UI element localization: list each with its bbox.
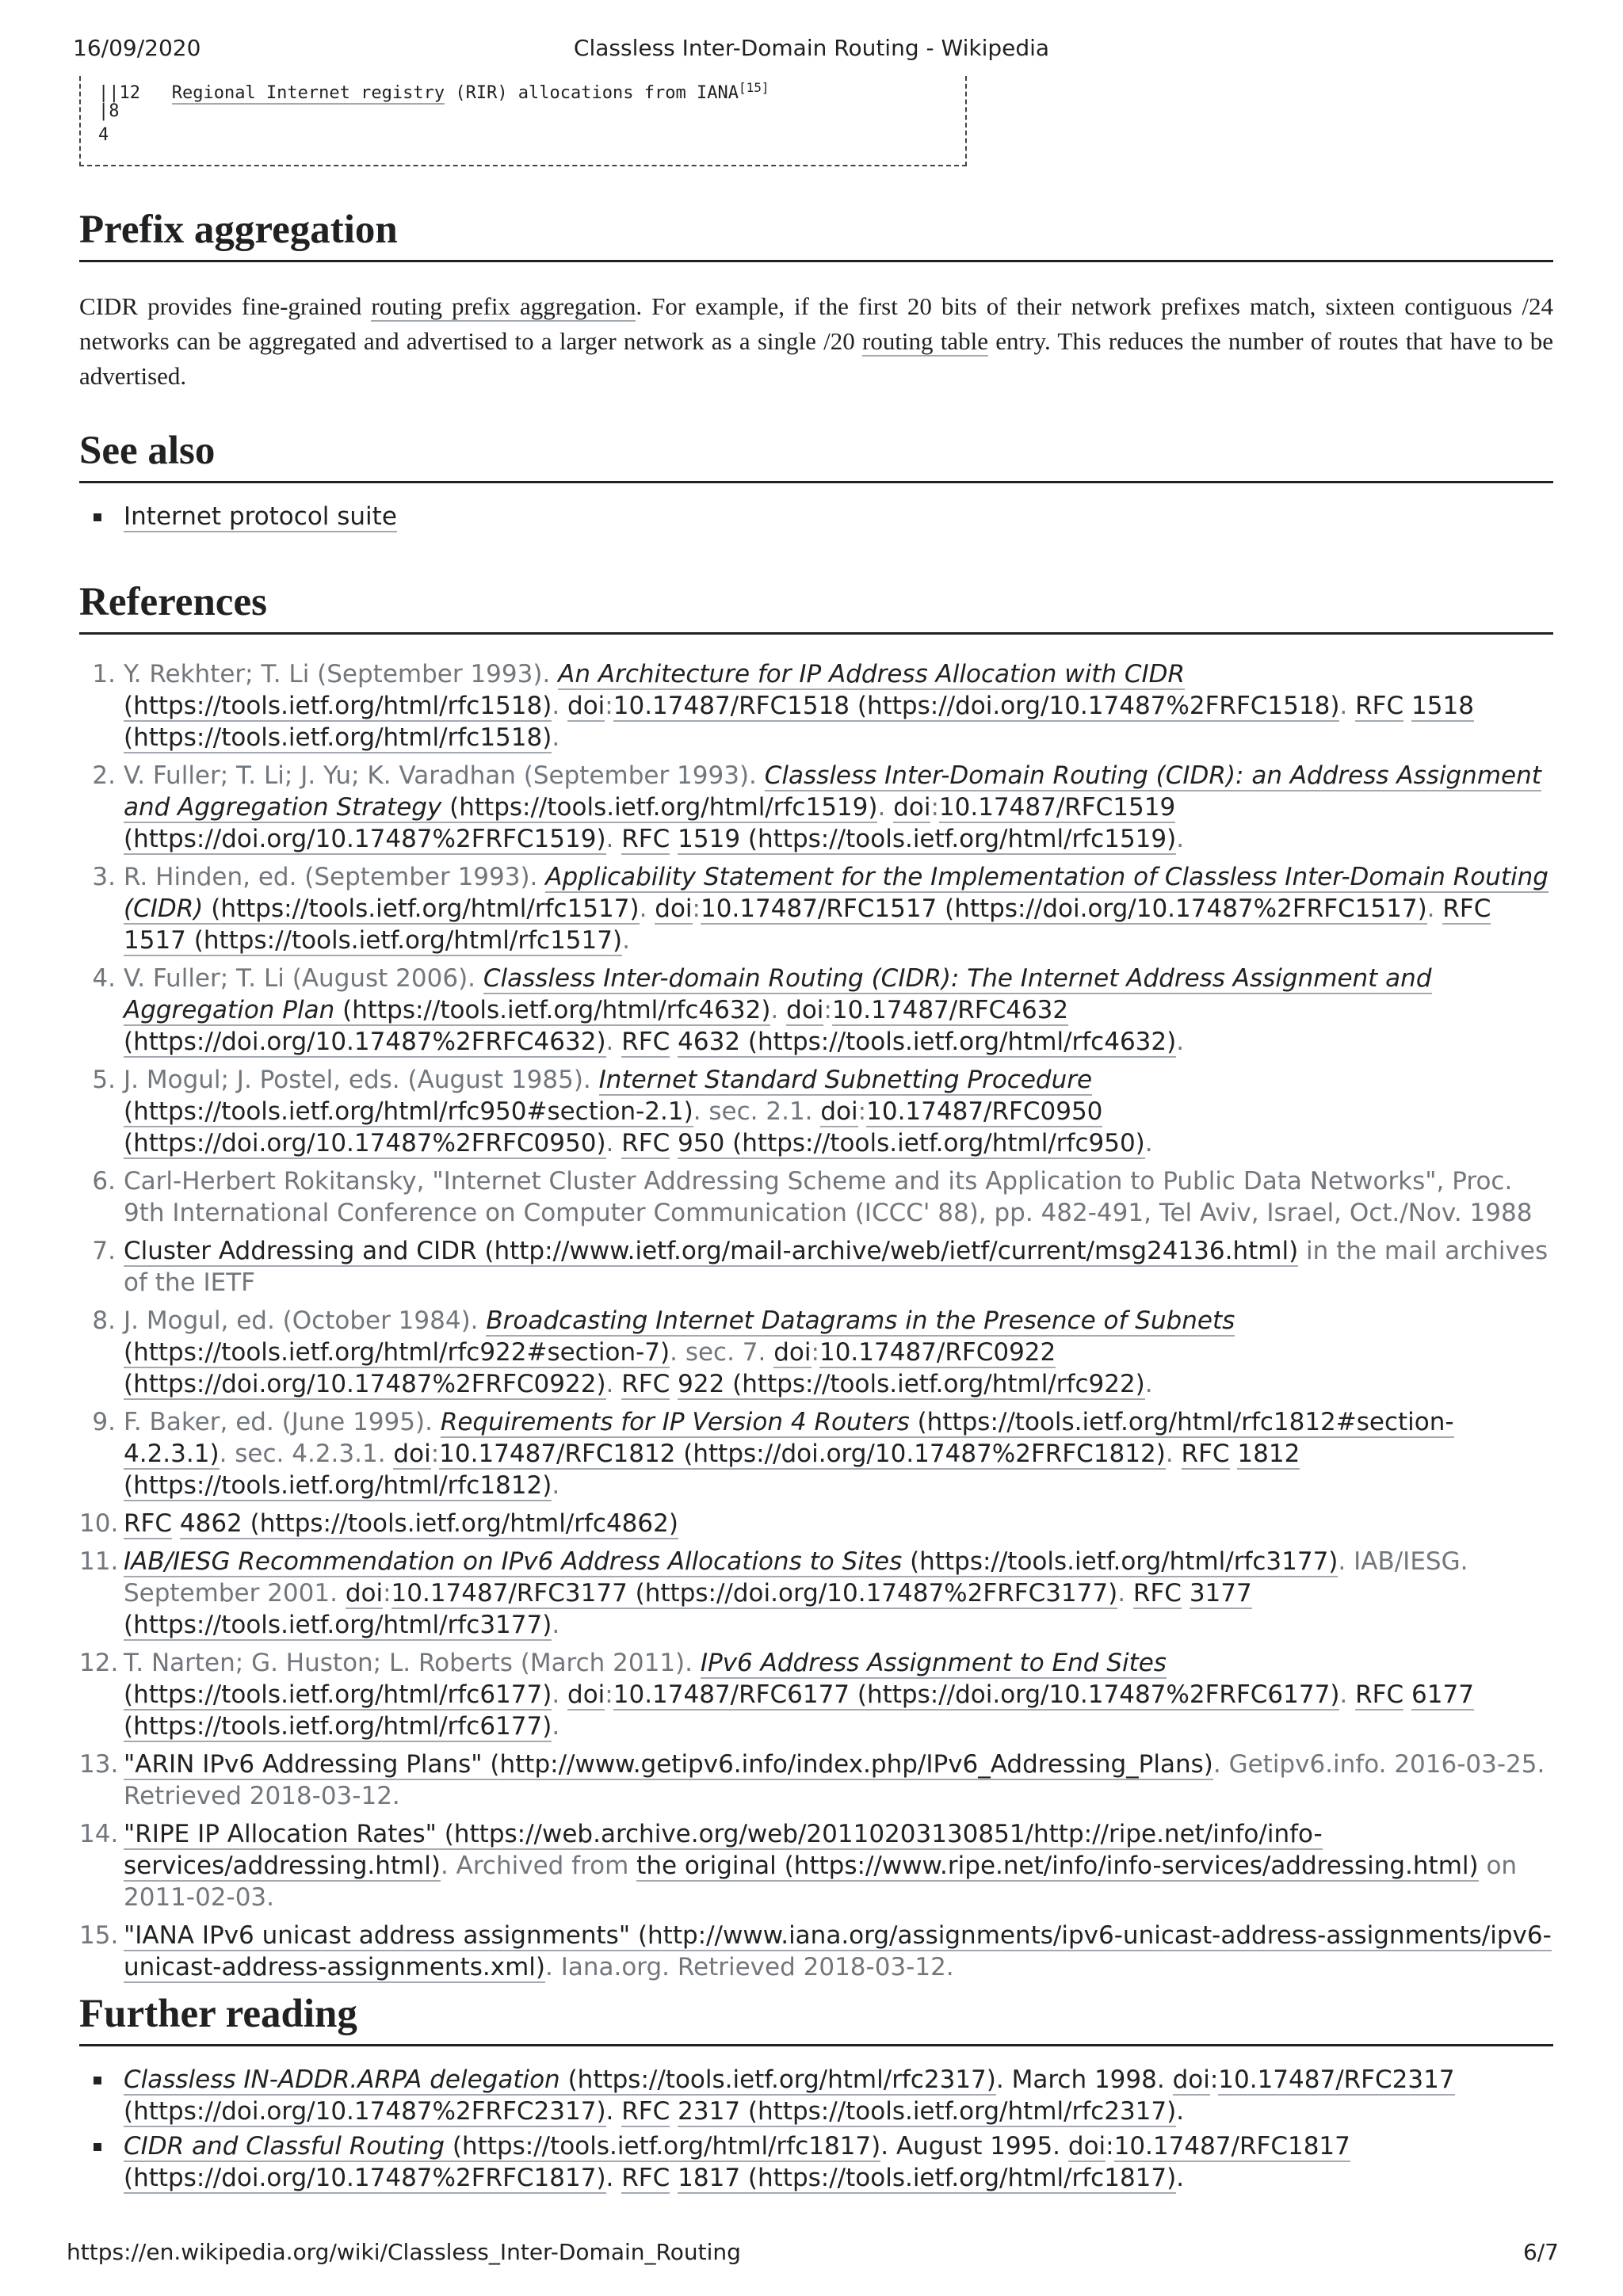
citation-text: . <box>605 2164 622 2192</box>
reference-item <box>79 1508 1553 1539</box>
citation-detail: . Getipv6.info. 2016-03-25. Retrieved 2018-03-12. <box>124 1750 1545 1810</box>
reference-number: 12. <box>79 1649 119 1677</box>
citation-text: . <box>1176 2164 1185 2192</box>
original-link[interactable]: the original (https://www.ripe.net/info/info-services/addressing.html) <box>636 1852 1479 1880</box>
reference-item <box>79 861 1553 956</box>
citation-authors: T. Narten; G. Huston; L. Roberts (March 2011). <box>124 1649 701 1677</box>
citation-text: . <box>605 1129 622 1158</box>
citation-url: (https://tools.ietf.org/html/rfc4632) <box>334 996 771 1024</box>
citation-text <box>1230 1440 1238 1468</box>
further-title-link[interactable] <box>124 2132 880 2162</box>
citation-text: . <box>605 1028 622 1056</box>
citation-text: : <box>1209 2065 1219 2094</box>
pre-row: 4 <box>98 125 109 145</box>
see-also-list <box>79 501 1553 532</box>
reference-number: 14. <box>79 1820 119 1848</box>
see-also-heading: See also <box>79 425 1553 483</box>
rfc-label-link[interactable]: RFC <box>1132 1579 1182 1608</box>
citation-url: (https://tools.ietf.org/html/rfc6177) <box>124 1680 552 1709</box>
citation-detail: . Archived from <box>440 1852 637 1880</box>
citation-text: . <box>770 996 787 1024</box>
citation-text <box>670 2097 678 2126</box>
citation-text: . <box>1426 894 1443 923</box>
rfc-link[interactable]: 6177 (https://tools.ietf.org/html/rfc6177) <box>124 1680 1474 1741</box>
citation-url: (https://tools.ietf.org/html/rfc1517) <box>203 894 640 923</box>
doi-link[interactable]: 10.17487/RFC2317 (https://doi.org/10.17487%2FRFC2317) <box>124 2065 1455 2126</box>
doi-label-link[interactable]: doi <box>567 692 605 720</box>
citation-url: (https://tools.ietf.org/html/rfc922#section-7) <box>124 1338 670 1367</box>
rfc-label-link[interactable]: RFC <box>621 2097 670 2126</box>
references-section <box>79 577 1553 1989</box>
rfc-label-link[interactable]: RFC <box>1355 692 1404 720</box>
reference-number: 5. <box>92 1066 116 1094</box>
reference-item <box>79 1749 1553 1812</box>
see-also-section <box>79 425 1553 536</box>
further-url: (https://tools.ietf.org/html/rfc1817) <box>445 2132 881 2161</box>
citation-text: . <box>1339 692 1356 720</box>
regional-internet-registry-link[interactable]: Regional Internet registry <box>171 83 445 103</box>
citation-authors: J. Mogul, ed. (October 1984). <box>124 1306 487 1335</box>
rfc-label-link[interactable]: RFC <box>621 825 670 853</box>
reference-item <box>79 1064 1553 1159</box>
citation-text <box>338 1579 346 1608</box>
rfc-label-link[interactable]: RFC <box>621 1028 670 1056</box>
citation-detail: . sec. 2.1. <box>693 1097 813 1126</box>
list-item <box>79 2064 1553 2127</box>
reference-item <box>79 1546 1553 1641</box>
citation-text: . <box>877 793 894 822</box>
reference-item <box>79 1818 1553 1913</box>
reference-number: 3. <box>92 863 116 891</box>
citation-link[interactable]: "ARIN IPv6 Addressing Plans" (http://www.getipv6.info/index.php/IPv6_Addressing_Plans) <box>124 1750 1213 1779</box>
citation-url: (https://tools.ietf.org/html/rfc1812#section-4.2.3.1) <box>124 1408 1454 1468</box>
citation-title: Requirements for IP Version 4 Routers <box>440 1408 910 1436</box>
doi-label-link[interactable]: doi <box>393 1440 431 1468</box>
reference-number: 11. <box>79 1547 119 1576</box>
rfc-link[interactable]: 2317 (https://tools.ietf.org/html/rfc2317) <box>678 2097 1177 2126</box>
references-heading: References <box>79 577 1553 635</box>
rfc-link[interactable]: 1518 (https://tools.ietf.org/html/rfc1518) <box>124 692 1474 752</box>
further-title-link[interactable] <box>124 2065 996 2096</box>
doi-link[interactable]: 10.17487/RFC3177 (https://doi.org/10.17487%2FRFC3177) <box>391 1579 1118 1608</box>
doi-link[interactable]: 10.17487/RFC1517 (https://doi.org/10.17487%2FRFC1517) <box>701 894 1427 923</box>
pre-prefix: ||12 <box>98 83 172 103</box>
further-url: (https://tools.ietf.org/html/rfc2317) <box>559 2065 996 2094</box>
preformatted-block <box>79 76 967 166</box>
rfc-link[interactable]: 4862 (https://tools.ietf.org/html/rfc4862) <box>179 1509 678 1538</box>
reference-number: 1. <box>92 660 116 688</box>
reference-item <box>79 1235 1553 1299</box>
reference-number: 13. <box>79 1750 119 1779</box>
doi-label-link[interactable]: doi <box>567 1680 605 1709</box>
rfc-label-link[interactable]: RFC <box>621 1370 670 1398</box>
citation-text: . <box>1339 1680 1356 1709</box>
reference-number: 8. <box>92 1306 116 1335</box>
pre-text: (RIR) allocations from IANA <box>445 83 739 103</box>
rfc-link[interactable]: 1812 (https://tools.ietf.org/html/rfc1812) <box>124 1440 1300 1500</box>
citation-text: . <box>1144 1129 1153 1158</box>
further-reading-heading: Further reading <box>79 1989 1553 2046</box>
reference-number: 4. <box>92 964 116 993</box>
further-title: Classless IN-ADDR.ARPA delegation <box>124 2065 560 2094</box>
rfc-label-link[interactable]: RFC <box>621 2164 670 2192</box>
citation-text: : <box>430 1440 440 1468</box>
citation-text <box>670 825 678 853</box>
citation-url: (https://tools.ietf.org/html/rfc1519) <box>441 793 878 822</box>
citation-text <box>813 1097 821 1126</box>
citation-text: : <box>811 1338 819 1367</box>
citation-text: . <box>605 825 622 853</box>
rfc-link[interactable]: 922 (https://tools.ietf.org/html/rfc922) <box>678 1370 1145 1398</box>
citation-text <box>670 1129 678 1158</box>
citation-text: . <box>552 723 560 752</box>
citation-link[interactable]: "IANA IPv6 unicast address assignments" (http://www.iana.org/assignments/ipv6-unicast-address-assignments/ipv6-unicast-address-assignments.xml) <box>124 1921 1552 1981</box>
citation-authors: V. Fuller; T. Li (August 2006). <box>124 964 483 993</box>
citation-title: IPv6 Address Assignment to End Sites <box>700 1649 1167 1677</box>
citation-text: . <box>552 1680 568 1709</box>
doi-label-link[interactable]: doi <box>1172 2065 1210 2094</box>
citation-text: : <box>823 996 832 1024</box>
reference-number: 9. <box>92 1408 116 1436</box>
citation-text <box>1403 692 1411 720</box>
reference-item <box>79 963 1553 1058</box>
citation-text <box>386 1440 394 1468</box>
citation-text: Carl-Herbert Rokitansky, "Internet Cluster Addressing Scheme and its Application to Public Data Networks", Proc. 9th International Conference on Computer Communication (ICCC' 88), pp. 482-491, Tel Aviv, Israel, Oct./Nov. 1988 <box>124 1167 1533 1227</box>
reference-number: 10. <box>79 1509 119 1538</box>
citation-title: Classless Inter-domain Routing (CIDR): The Internet Address Assignment and Aggregation Plan <box>124 964 1432 1024</box>
references-list <box>79 658 1553 1983</box>
citation-text: . <box>552 1611 560 1639</box>
citation-text <box>670 1028 678 1056</box>
rfc-link[interactable]: 1519 (https://tools.ietf.org/html/rfc1519) <box>678 825 1177 853</box>
doi-link[interactable]: 10.17487/RFC1519 (https://doi.org/10.17487%2FRFC1519) <box>124 793 1176 853</box>
rfc-link[interactable]: 3177 (https://tools.ietf.org/html/rfc3177) <box>124 1579 1252 1639</box>
citation-text: : <box>605 692 613 720</box>
citation-title: IAB/IESG Recommendation on IPv6 Address Allocations to Sites <box>124 1547 903 1576</box>
rfc-link[interactable]: 4632 (https://tools.ietf.org/html/rfc4632) <box>678 1028 1177 1056</box>
rfc-link[interactable]: 1817 (https://tools.ietf.org/html/rfc1817) <box>678 2164 1177 2192</box>
citation-text: . <box>1117 1579 1133 1608</box>
citation-text: : <box>930 793 939 822</box>
pre-row <box>98 76 965 103</box>
rfc-label-link[interactable]: RFC <box>621 1129 670 1158</box>
print-url: https://en.wikipedia.org/wiki/Classless_Inter-Domain_Routing <box>67 2239 741 2265</box>
citation-authors: R. Hinden, ed. (September 1993). <box>124 863 546 891</box>
further-title: CIDR and Classful Routing <box>124 2132 445 2161</box>
citation-title: Internet Standard Subnetting Procedure <box>598 1066 1093 1094</box>
further-reading-list <box>79 2064 1553 2194</box>
citation-authors: V. Fuller; T. Li; J. Yu; K. Varadhan (September 1993). <box>124 761 765 790</box>
reference-item <box>79 658 1553 753</box>
reference-item <box>79 760 1553 855</box>
citation-text <box>1182 1579 1190 1608</box>
citation-url: (https://tools.ietf.org/html/rfc1518) <box>124 692 552 720</box>
citation-text: . <box>552 1471 560 1500</box>
doi-link[interactable]: 10.17487/RFC0922 (https://doi.org/10.17487%2FRFC0922) <box>124 1338 1056 1398</box>
internet-protocol-suite-link[interactable]: Internet protocol suite <box>124 502 397 531</box>
citation-text <box>172 1509 180 1538</box>
citation-text: . <box>1176 1028 1185 1056</box>
citation-title: Applicability Statement for the Implementation of Classless Inter-Domain Routing (CIDR) <box>124 863 1549 923</box>
prefix-aggregation-paragraph: CIDR provides fine-grained routing prefix aggregation. For example, if the first 20 bits of their network prefixes match, sixteen contiguous /24 networks can be aggregated and advertised to a larger network as a single /20 routing table entry. This reduces the number of routes that have to be advertised. <box>79 292 1553 390</box>
rfc-label-link[interactable]: RFC <box>1442 894 1491 923</box>
citation-15-link[interactable]: [15] <box>738 80 769 95</box>
prefix-aggregation-section <box>79 204 1553 394</box>
citation-title: An Architecture for IP Address Allocation with CIDR <box>558 660 1186 688</box>
citation-text: : <box>857 1097 867 1126</box>
doi-label-link[interactable]: doi <box>655 894 693 923</box>
citation-text: . <box>639 894 655 923</box>
citation-text: . <box>552 692 568 720</box>
doi-link[interactable]: 10.17487/RFC4632 (https://doi.org/10.17487%2FRFC4632) <box>124 996 1069 1056</box>
reference-item <box>79 1165 1553 1229</box>
reference-number: 7. <box>92 1237 116 1265</box>
citation-text: . <box>605 1370 622 1398</box>
citation-text <box>1403 1680 1411 1709</box>
reference-item <box>79 1406 1553 1501</box>
citation-text: . <box>605 2097 622 2126</box>
print-date: 16/09/2020 <box>73 35 201 61</box>
prefix-aggregation-heading: Prefix aggregation <box>79 204 1553 262</box>
citation-title: Classless Inter-Domain Routing (CIDR): an Address Assignment and Aggregation Strategy <box>124 761 1541 822</box>
doi-link[interactable]: 10.17487/RFC1817 (https://doi.org/10.17487%2FRFC1817) <box>124 2132 1350 2192</box>
citation-text: : <box>605 1680 613 1709</box>
citation-text: . <box>1165 1440 1182 1468</box>
page-number: 6/7 <box>1522 2239 1559 2265</box>
rfc-label-link[interactable]: RFC <box>124 1509 173 1538</box>
citation-text: . <box>1144 1370 1153 1398</box>
citation-text: . <box>1176 825 1185 853</box>
rfc-link[interactable]: 950 (https://tools.ietf.org/html/rfc950) <box>678 1129 1145 1158</box>
citation-authors: J. Mogul; J. Postel, eds. (August 1985). <box>124 1066 599 1094</box>
rfc-label-link[interactable]: RFC <box>1181 1440 1230 1468</box>
reference-item <box>79 1920 1553 1983</box>
citation-url: (https://tools.ietf.org/html/rfc950#section-2.1) <box>124 1097 693 1126</box>
rfc-label-link[interactable]: RFC <box>1355 1680 1404 1709</box>
list-item <box>79 501 1553 532</box>
doi-link[interactable]: 10.17487/RFC0950 (https://doi.org/10.17487%2FRFC0950) <box>124 1097 1103 1158</box>
doi-link[interactable]: 10.17487/RFC1518 (https://doi.org/10.17487%2FRFC1518) <box>613 692 1340 720</box>
citation-detail: . IAB/IESG. September 2001. <box>124 1547 1468 1608</box>
citation-authors: Y. Rekhter; T. Li (September 1993). <box>124 660 559 688</box>
reference-number: 6. <box>92 1167 116 1196</box>
doi-link[interactable]: 10.17487/RFC1812 (https://doi.org/10.17487%2FRFC1812) <box>439 1440 1166 1468</box>
citation-text: : <box>1106 2132 1114 2161</box>
reference-number: 2. <box>92 761 116 790</box>
doi-label-link[interactable]: doi <box>773 1338 812 1367</box>
reference-item <box>79 1305 1553 1400</box>
citation-title: Broadcasting Internet Datagrams in the Presence of Subnets <box>486 1306 1235 1335</box>
citation-detail: in the mail archives of the IETF <box>124 1237 1549 1297</box>
citation-link[interactable]: "RIPE IP Allocation Rates" (https://web.archive.org/web/20110203130851/http://ripe.net/info/info-services/addressing.html) <box>124 1820 1323 1880</box>
citation-authors: F. Baker, ed. (June 1995). <box>124 1408 441 1436</box>
citation-link[interactable]: Cluster Addressing and CIDR (http://www.ietf.org/mail-archive/web/ietf/current/msg24136.html) <box>124 1237 1299 1265</box>
citation-text <box>670 1370 678 1398</box>
pre-row: |8 <box>98 101 120 121</box>
further-detail: . March 1998. <box>995 2065 1173 2094</box>
doi-label-link[interactable]: doi <box>1067 2132 1106 2161</box>
doi-link[interactable]: 10.17487/RFC6177 (https://doi.org/10.17487%2FRFC6177) <box>613 1680 1340 1709</box>
doi-label-link[interactable]: doi <box>893 793 931 822</box>
rfc-link[interactable]: 1517 (https://tools.ietf.org/html/rfc1517) <box>124 926 623 955</box>
list-item <box>79 2130 1553 2194</box>
routing-table-link[interactable]: routing table <box>862 327 989 355</box>
citation-detail: on 2011-02-03. <box>124 1852 1518 1912</box>
citation-text: . <box>552 1712 560 1741</box>
doi-label-link[interactable]: doi <box>820 1097 858 1126</box>
reference-item <box>79 1647 1553 1742</box>
citation-text: : <box>383 1579 391 1608</box>
citation-text: . <box>622 926 630 955</box>
citation-text: . <box>1176 2097 1185 2126</box>
citation-detail: . sec. 4.2.3.1. <box>219 1440 386 1468</box>
citation-detail: . sec. 7. <box>670 1338 766 1367</box>
further-reading-section <box>79 1989 1553 2197</box>
doi-label-link[interactable]: doi <box>786 996 824 1024</box>
routing-prefix-aggregation-link[interactable]: routing prefix aggregation <box>371 292 636 320</box>
citation-detail: . Iana.org. Retrieved 2018-03-12. <box>544 1953 954 1981</box>
further-detail: . August 1995. <box>880 2132 1068 2161</box>
print-title: Classless Inter-Domain Routing - Wikipedia <box>573 35 1050 61</box>
doi-label-link[interactable]: doi <box>345 1579 384 1608</box>
reference-number: 15. <box>79 1921 119 1950</box>
citation-title-link[interactable] <box>124 1547 1338 1577</box>
citation-text: : <box>692 894 701 923</box>
citation-text <box>766 1338 773 1367</box>
citation-url: (https://tools.ietf.org/html/rfc3177) <box>902 1547 1338 1576</box>
citation-text <box>670 2164 678 2192</box>
